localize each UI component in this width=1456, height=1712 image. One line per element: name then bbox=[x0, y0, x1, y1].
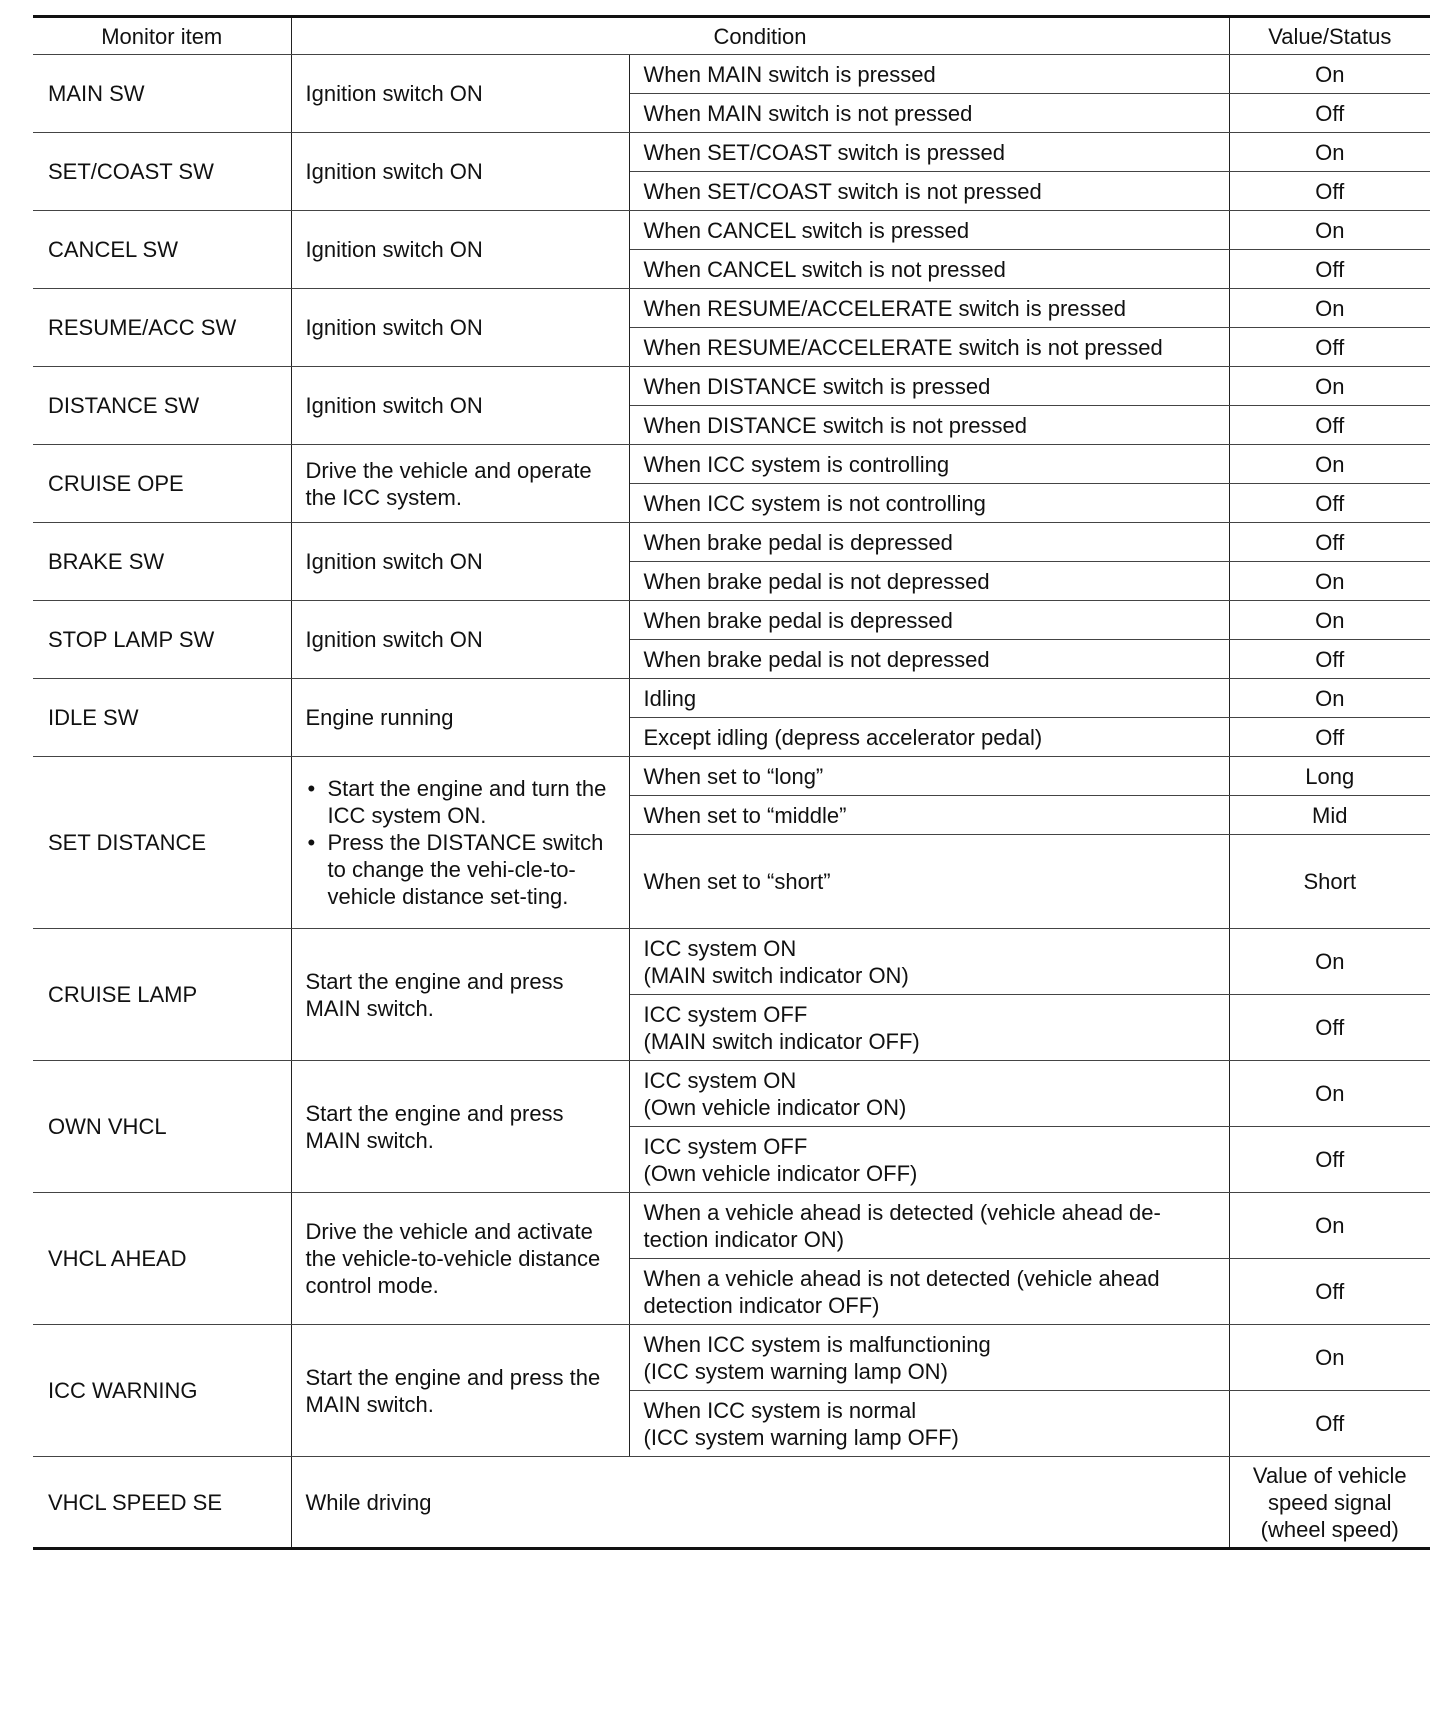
sub-condition-cell: When DISTANCE switch is not pressed bbox=[629, 406, 1229, 445]
value-status-cell: On bbox=[1229, 133, 1430, 172]
condition-cell bbox=[291, 757, 629, 929]
condition-cell: Ignition switch ON bbox=[291, 55, 629, 133]
table-row bbox=[33, 55, 1430, 94]
sub-condition-cell: When set to “middle” bbox=[629, 796, 1229, 835]
sub-condition-cell: Idling bbox=[629, 679, 1229, 718]
value-status-cell: On bbox=[1229, 55, 1430, 94]
condition-cell: Ignition switch ON bbox=[291, 523, 629, 601]
sub-condition-cell: When set to “short” bbox=[629, 835, 1229, 929]
header-condition: Condition bbox=[291, 17, 1229, 55]
table-row bbox=[33, 929, 1430, 995]
value-status-cell: Off bbox=[1229, 250, 1430, 289]
value-status-cell: Mid bbox=[1229, 796, 1430, 835]
sub-condition-cell: When ICC system is malfunctioning (ICC system warning lamp ON) bbox=[629, 1325, 1229, 1391]
value-status-cell: Off bbox=[1229, 94, 1430, 133]
sub-condition-cell: When a vehicle ahead is detected (vehicle ahead de-tection indicator ON) bbox=[629, 1193, 1229, 1259]
table-row bbox=[33, 367, 1430, 406]
value-status-cell: Off bbox=[1229, 1127, 1430, 1193]
monitor-item-cell: ICC WARNING bbox=[33, 1325, 291, 1457]
sub-condition-cell: Except idling (depress accelerator pedal) bbox=[629, 718, 1229, 757]
sub-condition-cell: When brake pedal is depressed bbox=[629, 601, 1229, 640]
table-row bbox=[33, 445, 1430, 484]
value-status-cell: On bbox=[1229, 1325, 1430, 1391]
sub-condition-cell: When RESUME/ACCELERATE switch is not pressed bbox=[629, 328, 1229, 367]
value-status-cell: Off bbox=[1229, 328, 1430, 367]
value-status-cell: On bbox=[1229, 679, 1430, 718]
header-monitor-item: Monitor item bbox=[33, 17, 291, 55]
monitor-item-cell: OWN VHCL bbox=[33, 1061, 291, 1193]
sub-condition-cell: When brake pedal is not depressed bbox=[629, 562, 1229, 601]
value-status-cell: On bbox=[1229, 1061, 1430, 1127]
monitor-item-cell: VHCL AHEAD bbox=[33, 1193, 291, 1325]
sub-condition-cell: ICC system OFF (MAIN switch indicator OFF) bbox=[629, 995, 1229, 1061]
monitor-item-cell: CRUISE LAMP bbox=[33, 929, 291, 1061]
sub-condition-cell: When set to “long” bbox=[629, 757, 1229, 796]
monitor-item-cell: VHCL SPEED SE bbox=[33, 1457, 291, 1549]
sub-condition-cell: When SET/COAST switch is not pressed bbox=[629, 172, 1229, 211]
monitor-item-cell: STOP LAMP SW bbox=[33, 601, 291, 679]
condition-cell: Ignition switch ON bbox=[291, 289, 629, 367]
table-row bbox=[33, 289, 1430, 328]
monitor-item-table bbox=[33, 15, 1430, 1550]
value-status-cell: Off bbox=[1229, 172, 1430, 211]
value-status-cell: Short bbox=[1229, 835, 1430, 929]
value-status-cell: Off bbox=[1229, 1391, 1430, 1457]
value-status-cell: Off bbox=[1229, 406, 1430, 445]
table-row bbox=[33, 679, 1430, 718]
value-status-cell: Off bbox=[1229, 640, 1430, 679]
monitor-item-cell: CANCEL SW bbox=[33, 211, 291, 289]
table-row bbox=[33, 1193, 1430, 1259]
condition-cell: Ignition switch ON bbox=[291, 133, 629, 211]
sub-condition-cell: When CANCEL switch is not pressed bbox=[629, 250, 1229, 289]
sub-condition-cell: When a vehicle ahead is not detected (vehicle ahead detection indicator OFF) bbox=[629, 1259, 1229, 1325]
monitor-item-cell: RESUME/ACC SW bbox=[33, 289, 291, 367]
value-status-cell: Off bbox=[1229, 995, 1430, 1061]
table-row bbox=[33, 211, 1430, 250]
table-row bbox=[33, 1325, 1430, 1391]
table-row bbox=[33, 1061, 1430, 1127]
value-status-cell: On bbox=[1229, 289, 1430, 328]
sub-condition-cell: When DISTANCE switch is pressed bbox=[629, 367, 1229, 406]
monitor-item-cell: BRAKE SW bbox=[33, 523, 291, 601]
condition-bullet: • Press the DISTANCE switch to change the vehi-cle-to-vehicle distance set-ting. bbox=[328, 829, 615, 910]
table-row bbox=[33, 523, 1430, 562]
monitor-item-cell: CRUISE OPE bbox=[33, 445, 291, 523]
sub-condition-cell: When MAIN switch is pressed bbox=[629, 55, 1229, 94]
header-value-status: Value/Status bbox=[1229, 17, 1430, 55]
header-row bbox=[33, 17, 1430, 55]
sub-condition-cell: ICC system OFF (Own vehicle indicator OFF) bbox=[629, 1127, 1229, 1193]
value-status-cell: Value of vehicle speed signal (wheel speed) bbox=[1229, 1457, 1430, 1549]
monitor-item-cell: SET DISTANCE bbox=[33, 757, 291, 929]
condition-cell: Ignition switch ON bbox=[291, 211, 629, 289]
sub-condition-cell: When CANCEL switch is pressed bbox=[629, 211, 1229, 250]
table-body bbox=[33, 17, 1430, 1549]
sub-condition-cell: When ICC system is controlling bbox=[629, 445, 1229, 484]
value-status-cell: On bbox=[1229, 562, 1430, 601]
value-status-cell: Off bbox=[1229, 718, 1430, 757]
sub-condition-cell: When SET/COAST switch is pressed bbox=[629, 133, 1229, 172]
value-status-cell: On bbox=[1229, 929, 1430, 995]
table-row bbox=[33, 757, 1430, 796]
condition-cell: Drive the vehicle and operate the ICC system. bbox=[291, 445, 629, 523]
condition-cell: While driving bbox=[291, 1457, 1229, 1549]
sub-condition-cell: ICC system ON (MAIN switch indicator ON) bbox=[629, 929, 1229, 995]
condition-cell: Ignition switch ON bbox=[291, 601, 629, 679]
sub-condition-cell: When ICC system is not controlling bbox=[629, 484, 1229, 523]
condition-cell: Start the engine and press the MAIN switch. bbox=[291, 1325, 629, 1457]
monitor-item-cell: SET/COAST SW bbox=[33, 133, 291, 211]
table-row bbox=[33, 601, 1430, 640]
condition-cell: Drive the vehicle and activate the vehicle-to-vehicle distance control mode. bbox=[291, 1193, 629, 1325]
sub-condition-cell: When brake pedal is not depressed bbox=[629, 640, 1229, 679]
condition-bullet-list bbox=[306, 775, 615, 910]
value-status-cell: On bbox=[1229, 1193, 1430, 1259]
sub-condition-cell: When ICC system is normal (ICC system warning lamp OFF) bbox=[629, 1391, 1229, 1457]
sub-condition-cell: ICC system ON (Own vehicle indicator ON) bbox=[629, 1061, 1229, 1127]
value-status-cell: Off bbox=[1229, 1259, 1430, 1325]
condition-cell: Ignition switch ON bbox=[291, 367, 629, 445]
value-status-cell: Off bbox=[1229, 484, 1430, 523]
value-status-cell: Off bbox=[1229, 523, 1430, 562]
sub-condition-cell: When RESUME/ACCELERATE switch is pressed bbox=[629, 289, 1229, 328]
value-status-cell: Long bbox=[1229, 757, 1430, 796]
value-status-cell: On bbox=[1229, 211, 1430, 250]
monitor-item-cell: DISTANCE SW bbox=[33, 367, 291, 445]
monitor-item-cell: IDLE SW bbox=[33, 679, 291, 757]
sub-condition-cell: When brake pedal is depressed bbox=[629, 523, 1229, 562]
value-status-cell: On bbox=[1229, 445, 1430, 484]
condition-cell: Engine running bbox=[291, 679, 629, 757]
monitor-item-cell: MAIN SW bbox=[33, 55, 291, 133]
condition-cell: Start the engine and press MAIN switch. bbox=[291, 1061, 629, 1193]
table-row bbox=[33, 1457, 1430, 1549]
table-row bbox=[33, 133, 1430, 172]
sub-condition-cell: When MAIN switch is not pressed bbox=[629, 94, 1229, 133]
value-status-cell: On bbox=[1229, 601, 1430, 640]
value-status-cell: On bbox=[1229, 367, 1430, 406]
condition-bullet: • Start the engine and turn the ICC system ON. bbox=[328, 775, 615, 829]
condition-cell: Start the engine and press MAIN switch. bbox=[291, 929, 629, 1061]
